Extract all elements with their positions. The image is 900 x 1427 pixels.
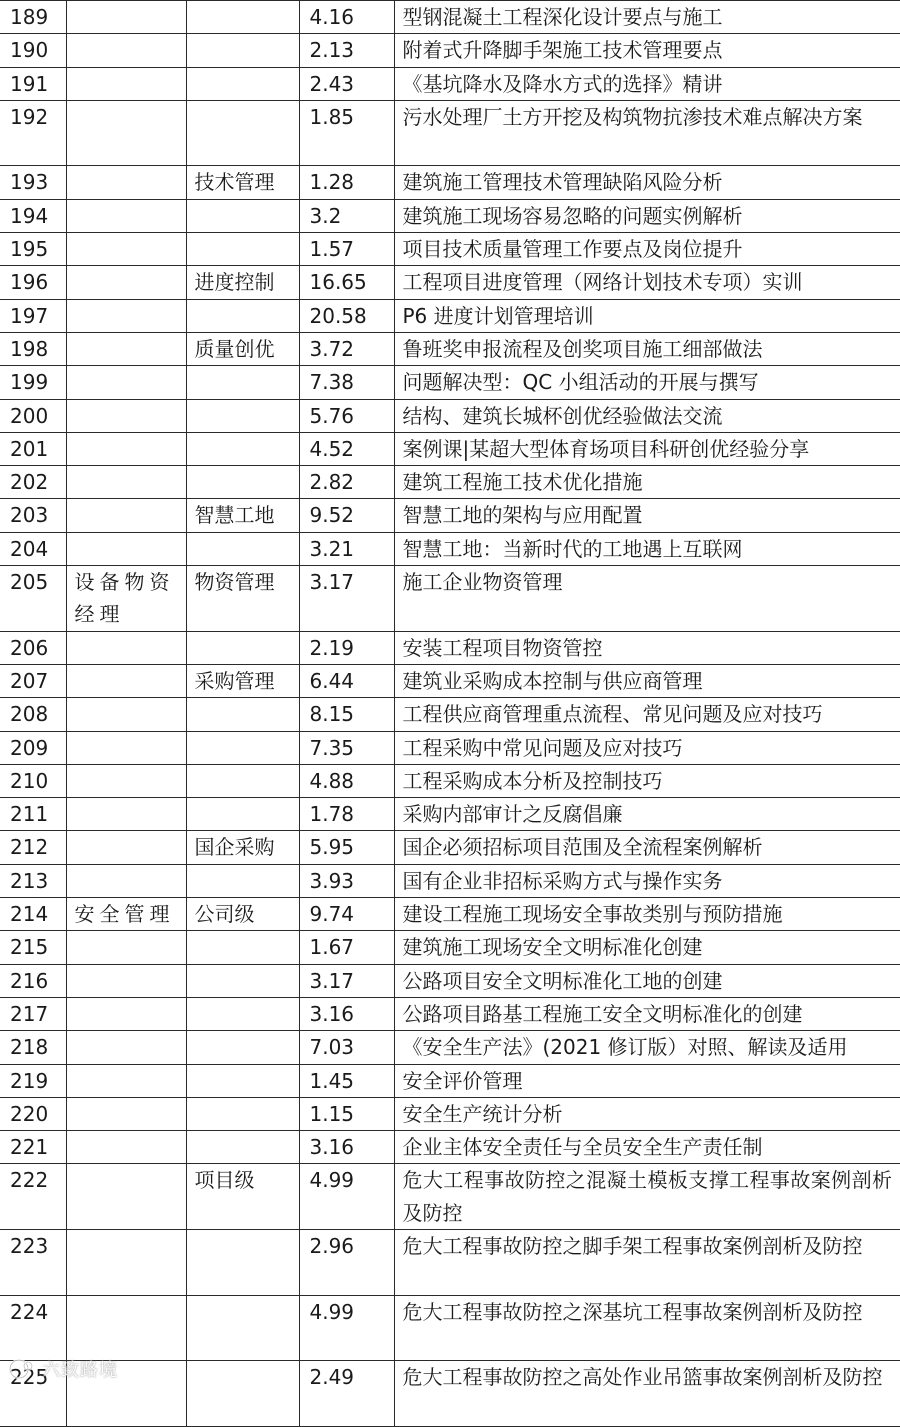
course-name-cell: 安全评价管理	[394, 1064, 900, 1097]
row-number: 223	[0, 1229, 66, 1295]
category-cell	[186, 1295, 299, 1361]
department-cell	[66, 1164, 186, 1230]
category-cell: 物资管理	[186, 566, 299, 632]
course-name-cell: 公路项目路基工程施工安全文明标准化的创建	[394, 997, 900, 1030]
department-cell	[66, 1131, 186, 1164]
hours-cell: 4.16	[299, 1, 394, 34]
course-name-cell: 安全生产统计分析	[394, 1097, 900, 1130]
department-cell	[66, 664, 186, 697]
department-cell	[66, 864, 186, 897]
category-cell	[186, 798, 299, 831]
course-name-cell: 项目技术质量管理工作要点及岗位提升	[394, 233, 900, 266]
hours-cell: 2.43	[299, 67, 394, 100]
course-name-cell: 国企必须招标项目范围及全流程案例解析	[394, 831, 900, 864]
row-number: 198	[0, 332, 66, 365]
department-cell	[66, 67, 186, 100]
category-cell	[186, 1031, 299, 1064]
course-name-cell: 危大工程事故防控之高处作业吊篮事故案例剖析及防控	[394, 1361, 900, 1427]
category-cell	[186, 34, 299, 67]
department-cell	[66, 698, 186, 731]
row-number: 199	[0, 366, 66, 399]
hours-cell: 3.17	[299, 566, 394, 632]
table-row	[0, 1164, 900, 1230]
course-name-cell: 附着式升降脚手架施工技术管理要点	[394, 34, 900, 67]
course-name-cell: 智慧工地的架构与应用配置	[394, 499, 900, 532]
row-number: 219	[0, 1064, 66, 1097]
course-name-cell: 工程采购成本分析及控制技巧	[394, 764, 900, 797]
row-number: 221	[0, 1131, 66, 1164]
table-row	[0, 1, 900, 34]
department-cell	[66, 332, 186, 365]
k12-logo-icon	[8, 1358, 36, 1380]
table-row	[0, 731, 900, 764]
row-number: 190	[0, 34, 66, 67]
department-cell: 设备物资经理	[66, 566, 186, 632]
row-number: 192	[0, 100, 66, 166]
department-cell	[66, 366, 186, 399]
department-cell	[66, 100, 186, 166]
course-name-cell: 《安全生产法》(2021 修订版）对照、解读及适用	[394, 1031, 900, 1064]
category-cell	[186, 67, 299, 100]
table-row	[0, 664, 900, 697]
category-cell	[186, 631, 299, 664]
course-name-cell: 危大工程事故防控之脚手架工程事故案例剖析及防控	[394, 1229, 900, 1295]
hours-cell: 16.65	[299, 266, 394, 299]
department-cell	[66, 1097, 186, 1130]
department-cell	[66, 1064, 186, 1097]
category-cell	[186, 964, 299, 997]
row-number: 210	[0, 764, 66, 797]
row-number: 218	[0, 1031, 66, 1064]
department-cell	[66, 266, 186, 299]
row-number: 203	[0, 499, 66, 532]
row-number: 212	[0, 831, 66, 864]
department-cell	[66, 399, 186, 432]
category-cell	[186, 731, 299, 764]
course-name-cell: 工程项目进度管理（网络计划技术专项）实训	[394, 266, 900, 299]
table-row	[0, 1064, 900, 1097]
hours-cell: 20.58	[299, 299, 394, 332]
table-row	[0, 764, 900, 797]
row-number: 202	[0, 466, 66, 499]
table-row	[0, 898, 900, 931]
hours-cell: 3.93	[299, 864, 394, 897]
category-cell	[186, 1097, 299, 1130]
hours-cell: 2.49	[299, 1361, 394, 1427]
table-row	[0, 1361, 900, 1427]
hours-cell: 6.44	[299, 664, 394, 697]
category-cell	[186, 864, 299, 897]
hours-cell: 4.88	[299, 764, 394, 797]
hours-cell: 1.67	[299, 931, 394, 964]
table-row	[0, 233, 900, 266]
table-row	[0, 831, 900, 864]
department-cell	[66, 532, 186, 565]
course-name-cell: 鲁班奖申报流程及创奖项目施工细部做法	[394, 332, 900, 365]
category-cell	[186, 366, 299, 399]
table-row	[0, 1131, 900, 1164]
department-cell	[66, 166, 186, 199]
hours-cell: 5.76	[299, 399, 394, 432]
table-row	[0, 864, 900, 897]
category-cell: 国企采购	[186, 831, 299, 864]
row-number: 214	[0, 898, 66, 931]
table-row	[0, 931, 900, 964]
hours-cell: 3.16	[299, 1131, 394, 1164]
table-row	[0, 100, 900, 166]
category-cell	[186, 1064, 299, 1097]
category-cell	[186, 698, 299, 731]
department-cell	[66, 731, 186, 764]
department-cell	[66, 432, 186, 465]
course-name-cell: 施工企业物资管理	[394, 566, 900, 632]
row-number: 208	[0, 698, 66, 731]
row-number: 195	[0, 233, 66, 266]
hours-cell: 1.57	[299, 233, 394, 266]
category-cell	[186, 399, 299, 432]
row-number: 191	[0, 67, 66, 100]
hours-cell: 7.03	[299, 1031, 394, 1064]
course-name-cell: 工程供应商管理重点流程、常见问题及应对技巧	[394, 698, 900, 731]
course-name-cell: 工程采购中常见问题及应对技巧	[394, 731, 900, 764]
hours-cell: 9.52	[299, 499, 394, 532]
course-name-cell: 国有企业非招标采购方式与操作实务	[394, 864, 900, 897]
department-cell	[66, 233, 186, 266]
table-row	[0, 299, 900, 332]
department-cell	[66, 931, 186, 964]
row-number: 197	[0, 299, 66, 332]
department-cell	[66, 499, 186, 532]
table-row	[0, 199, 900, 232]
department-cell	[66, 831, 186, 864]
course-name-cell: 结构、建筑长城杯创优经验做法交流	[394, 399, 900, 432]
course-name-cell: 案例课|某超大型体育场项目科研创优经验分享	[394, 432, 900, 465]
hours-cell: 1.28	[299, 166, 394, 199]
hours-cell: 4.52	[299, 432, 394, 465]
table-row	[0, 1031, 900, 1064]
category-cell: 智慧工地	[186, 499, 299, 532]
category-cell	[186, 100, 299, 166]
row-number: 213	[0, 864, 66, 897]
row-number: 224	[0, 1295, 66, 1361]
category-cell: 公司级	[186, 898, 299, 931]
course-name-cell: 《基坑降水及降水方式的选择》精讲	[394, 67, 900, 100]
course-table-body	[0, 1, 900, 1427]
category-cell: 项目级	[186, 1164, 299, 1230]
category-cell	[186, 466, 299, 499]
category-cell	[186, 1361, 299, 1427]
department-cell	[66, 631, 186, 664]
table-row	[0, 399, 900, 432]
course-name-cell: 建筑施工现场安全文明标准化创建	[394, 931, 900, 964]
category-cell	[186, 1, 299, 34]
hours-cell: 3.16	[299, 997, 394, 1030]
table-row	[0, 964, 900, 997]
course-name-cell: 公路项目安全文明标准化工地的创建	[394, 964, 900, 997]
department-cell	[66, 1295, 186, 1361]
watermark	[8, 1355, 118, 1383]
course-name-cell: 危大工程事故防控之混凝土模板支撑工程事故案例剖析及防控	[394, 1164, 900, 1230]
hours-cell: 1.45	[299, 1064, 394, 1097]
category-cell	[186, 997, 299, 1030]
table-row	[0, 532, 900, 565]
course-name-cell: P6 进度计划管理培训	[394, 299, 900, 332]
hours-cell: 9.74	[299, 898, 394, 931]
category-cell	[186, 931, 299, 964]
course-name-cell: 危大工程事故防控之深基坑工程事故案例剖析及防控	[394, 1295, 900, 1361]
category-cell	[186, 199, 299, 232]
table-row	[0, 67, 900, 100]
row-number: 220	[0, 1097, 66, 1130]
category-cell	[186, 299, 299, 332]
category-cell	[186, 432, 299, 465]
table-row	[0, 34, 900, 67]
row-number: 194	[0, 199, 66, 232]
table-row	[0, 166, 900, 199]
hours-cell: 1.85	[299, 100, 394, 166]
category-cell: 进度控制	[186, 266, 299, 299]
row-number: 211	[0, 798, 66, 831]
table-row	[0, 631, 900, 664]
department-cell	[66, 299, 186, 332]
department-cell: 安全管理	[66, 898, 186, 931]
table-row	[0, 798, 900, 831]
row-number: 225	[0, 1361, 66, 1427]
category-cell	[186, 532, 299, 565]
hours-cell: 5.95	[299, 831, 394, 864]
hours-cell: 3.17	[299, 964, 394, 997]
table-row	[0, 466, 900, 499]
course-name-cell: 采购内部审计之反腐倡廉	[394, 798, 900, 831]
category-cell	[186, 1131, 299, 1164]
table-row	[0, 698, 900, 731]
category-cell: 质量创优	[186, 332, 299, 365]
course-name-cell: 建筑施工管理技术管理缺陷风险分析	[394, 166, 900, 199]
category-cell: 采购管理	[186, 664, 299, 697]
category-cell	[186, 1229, 299, 1295]
row-number: 209	[0, 731, 66, 764]
department-cell	[66, 964, 186, 997]
hours-cell: 1.15	[299, 1097, 394, 1130]
department-cell	[66, 1229, 186, 1295]
hours-cell: 2.13	[299, 34, 394, 67]
table-row	[0, 566, 900, 632]
hours-cell: 4.99	[299, 1164, 394, 1230]
table-row	[0, 366, 900, 399]
course-name-cell: 建筑施工现场容易忽略的问题实例解析	[394, 199, 900, 232]
row-number: 189	[0, 1, 66, 34]
hours-cell: 2.82	[299, 466, 394, 499]
hours-cell: 3.21	[299, 532, 394, 565]
table-row	[0, 432, 900, 465]
department-cell	[66, 798, 186, 831]
row-number: 217	[0, 997, 66, 1030]
course-name-cell: 安装工程项目物资管控	[394, 631, 900, 664]
department-cell	[66, 1031, 186, 1064]
row-number: 196	[0, 266, 66, 299]
category-cell	[186, 764, 299, 797]
table-row	[0, 997, 900, 1030]
department-cell	[66, 199, 186, 232]
course-name-cell: 建筑工程施工技术优化措施	[394, 466, 900, 499]
row-number: 206	[0, 631, 66, 664]
watermark-text: 六致路境	[42, 1360, 118, 1381]
department-cell	[66, 764, 186, 797]
row-number: 215	[0, 931, 66, 964]
department-cell	[66, 997, 186, 1030]
table-row	[0, 1229, 900, 1295]
course-name-cell: 型钢混凝土工程深化设计要点与施工	[394, 1, 900, 34]
course-name-cell: 建设工程施工现场安全事故类别与预防措施	[394, 898, 900, 931]
course-name-cell: 企业主体安全责任与全员安全生产责任制	[394, 1131, 900, 1164]
row-number: 216	[0, 964, 66, 997]
hours-cell: 7.38	[299, 366, 394, 399]
row-number: 207	[0, 664, 66, 697]
hours-cell: 2.96	[299, 1229, 394, 1295]
row-number: 193	[0, 166, 66, 199]
course-name-cell: 智慧工地：当新时代的工地遇上互联网	[394, 532, 900, 565]
category-cell: 技术管理	[186, 166, 299, 199]
table-row	[0, 266, 900, 299]
hours-cell: 3.72	[299, 332, 394, 365]
hours-cell: 2.19	[299, 631, 394, 664]
hours-cell: 1.78	[299, 798, 394, 831]
department-cell	[66, 466, 186, 499]
department-cell	[66, 34, 186, 67]
table-row	[0, 1097, 900, 1130]
row-number: 201	[0, 432, 66, 465]
table-row	[0, 499, 900, 532]
row-number: 204	[0, 532, 66, 565]
department-cell	[66, 1, 186, 34]
course-name-cell: 问题解决型：QC 小组活动的开展与撰写	[394, 366, 900, 399]
course-name-cell: 污水处理厂土方开挖及构筑物抗渗技术难点解决方案	[394, 100, 900, 166]
hours-cell: 3.2	[299, 199, 394, 232]
row-number: 200	[0, 399, 66, 432]
hours-cell: 8.15	[299, 698, 394, 731]
hours-cell: 7.35	[299, 731, 394, 764]
row-number: 205	[0, 566, 66, 632]
row-number: 222	[0, 1164, 66, 1230]
table-row	[0, 1295, 900, 1361]
table-row	[0, 332, 900, 365]
course-name-cell: 建筑业采购成本控制与供应商管理	[394, 664, 900, 697]
hours-cell: 4.99	[299, 1295, 394, 1361]
category-cell	[186, 233, 299, 266]
